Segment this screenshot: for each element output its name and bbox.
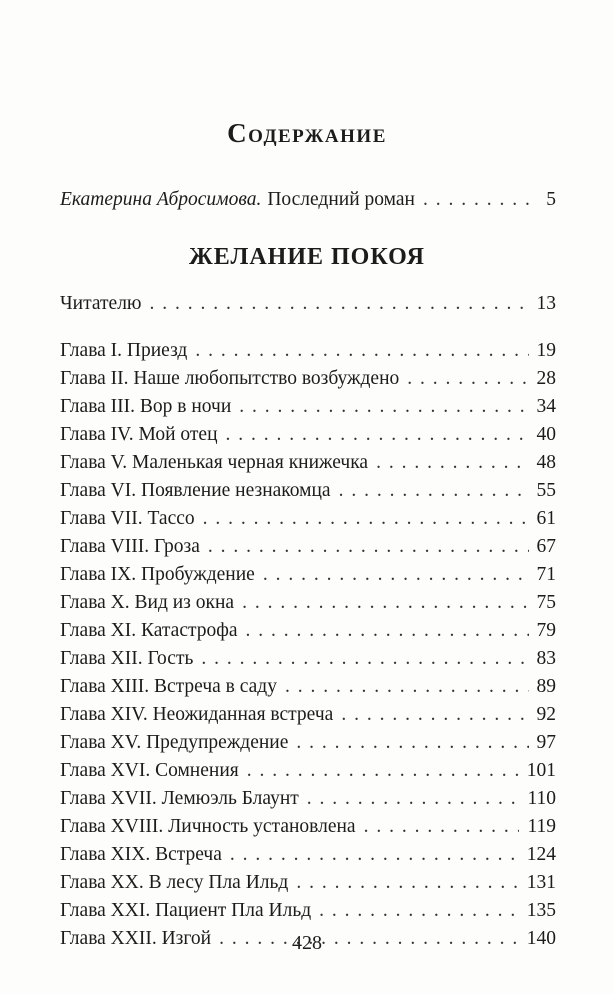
chapter-page: 140: [526, 928, 556, 949]
chapter-page: 67: [536, 536, 556, 557]
book-title: ЖЕЛАНИЕ ПОКОЯ: [189, 244, 425, 270]
intro-entry: [60, 186, 556, 214]
chapter-entry: [60, 533, 556, 561]
chapter-title: Глава VI. Появление незнакомца: [60, 480, 331, 501]
chapter-page: 34: [536, 396, 556, 417]
chapter-page: 110: [527, 788, 556, 809]
chapter-entry: [60, 617, 556, 645]
chapter-page: 79: [536, 620, 556, 641]
chapter-page: 97: [536, 732, 556, 753]
intro-entry-title: [60, 186, 415, 214]
dot-leader: [208, 533, 529, 561]
dot-leader: [195, 337, 528, 365]
dot-leader: [239, 393, 528, 421]
dot-leader: [247, 757, 519, 785]
chapter-title: Глава XVI. Сомнения: [60, 760, 239, 781]
chapter-page: 55: [536, 480, 556, 501]
chapter-entry: [60, 421, 556, 449]
chapter-page: 48: [536, 452, 556, 473]
chapter-title: Глава XIV. Неожиданная встреча: [60, 704, 334, 725]
dot-leader: [230, 841, 519, 869]
chapter-title: Глава XX. В лесу Пла Ильд: [60, 872, 289, 893]
chapter-entry: [60, 337, 556, 365]
chapter-title: Глава XXII. Изгой: [60, 928, 212, 949]
chapter-title: Глава XVIII. Личность установлена: [60, 816, 356, 837]
chapter-entry: [60, 505, 556, 533]
chapter-entry: [60, 869, 556, 897]
dot-leader: [201, 645, 528, 673]
dot-leader: [339, 477, 529, 505]
chapter-title: Глава II. Наше любопытство возбуждено: [60, 368, 400, 389]
chapter-page: 19: [536, 340, 556, 361]
reader-entry-title: Читателю: [60, 293, 142, 314]
chapter-page: 40: [536, 424, 556, 445]
dot-leader: [407, 365, 528, 393]
chapter-entry: [60, 393, 556, 421]
dot-leader: [364, 813, 520, 841]
chapter-entry: [60, 729, 556, 757]
chapter-title: Глава XIX. Встреча: [60, 844, 222, 865]
chapter-entry: [60, 813, 556, 841]
intro-page: 5: [546, 189, 556, 210]
chapter-page: 131: [526, 872, 556, 893]
chapter-page: 101: [526, 760, 556, 781]
dot-leader: [296, 729, 528, 757]
chapter-entry: [60, 477, 556, 505]
reader-entry: [60, 290, 556, 318]
dot-leader: [307, 785, 520, 813]
chapter-title: Глава V. Маленькая черная книжечка: [60, 452, 369, 473]
chapter-title: Глава VIII. Гроза: [60, 536, 200, 557]
chapter-entry: [60, 701, 556, 729]
dot-leader: [150, 290, 529, 318]
chapter-page: 71: [536, 564, 556, 585]
dot-leader: [246, 617, 529, 645]
contents-title: Содержание: [227, 118, 387, 148]
reader-entry-page: 13: [536, 293, 556, 314]
chapter-entry: [60, 673, 556, 701]
chapter-entry: [60, 589, 556, 617]
chapter-title: Глава VII. Тассо: [60, 508, 195, 529]
dot-leader: [263, 561, 529, 589]
chapter-title: Глава I. Приезд: [60, 340, 188, 361]
chapter-entry: [60, 449, 556, 477]
dot-leader: [296, 869, 518, 897]
intro-author: Екатерина Абросимова.: [60, 189, 262, 210]
chapter-title: Глава X. Вид из окна: [60, 592, 235, 613]
chapter-title: Глава XII. Гость: [60, 648, 194, 669]
dot-leader: [242, 589, 528, 617]
chapter-page: 61: [536, 508, 556, 529]
chapter-entry: [60, 757, 556, 785]
chapter-entry: [60, 561, 556, 589]
chapter-title: Глава XXI. Пациент Пла Ильд: [60, 900, 312, 921]
chapter-title: Глава XI. Катастрофа: [60, 620, 238, 641]
chapter-title: Глава XVII. Лемюэль Блаунт: [60, 788, 299, 809]
dot-leader: [203, 505, 529, 533]
chapter-title: Глава III. Вор в ночи: [60, 396, 232, 417]
chapter-entry: [60, 841, 556, 869]
intro-title: Последний роман: [267, 189, 415, 210]
chapter-entry: [60, 645, 556, 673]
chapter-title: Глава IX. Пробуждение: [60, 564, 255, 585]
chapter-page: 135: [526, 900, 556, 921]
chapter-page: 124: [526, 844, 556, 865]
chapter-title: Глава IV. Мой отец: [60, 424, 218, 445]
dot-leader: [423, 186, 538, 214]
chapter-page: 89: [536, 676, 556, 697]
dot-leader: [319, 897, 519, 925]
dot-leader: [341, 701, 528, 729]
page-number: 428: [292, 932, 322, 954]
chapter-entry: [60, 897, 556, 925]
chapter-page: 83: [536, 648, 556, 669]
chapter-page: 92: [536, 704, 556, 725]
chapter-page: 119: [527, 816, 556, 837]
chapter-entry: [60, 365, 556, 393]
chapter-title: Глава XIII. Встреча в саду: [60, 676, 277, 697]
dot-leader: [376, 449, 528, 477]
chapter-page: 28: [536, 368, 556, 389]
dot-leader: [226, 421, 529, 449]
chapter-entry: [60, 785, 556, 813]
chapter-title: Глава XV. Предупреждение: [60, 732, 289, 753]
chapter-page: 75: [536, 592, 556, 613]
chapter-list: [0, 337, 614, 953]
dot-leader: [285, 673, 529, 701]
